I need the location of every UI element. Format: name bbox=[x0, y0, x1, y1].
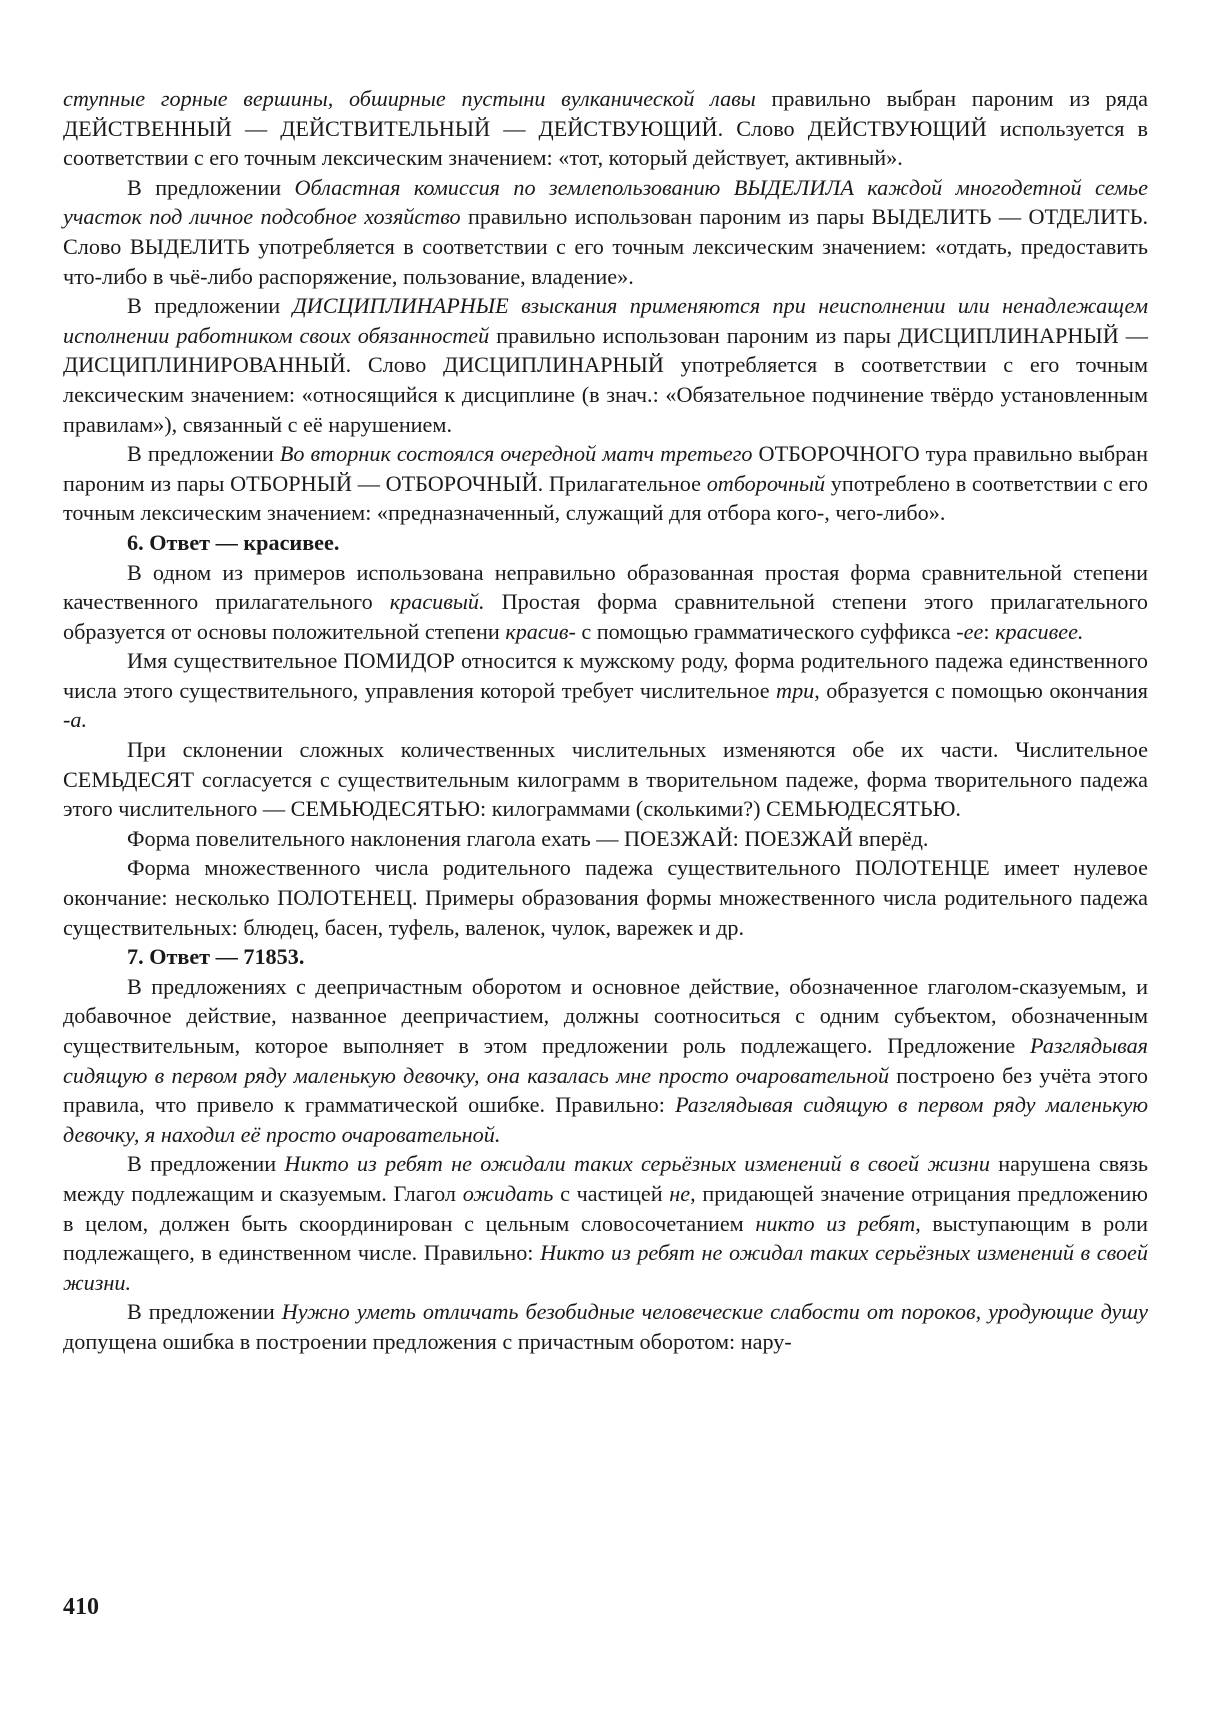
text-run: В одном из примеров использована неправильно образованная простая форма сравнительной степени качественного прилагательного bbox=[63, 559, 1148, 615]
text-run: правильно использован пароним из пары ВЫДЕЛИТЬ — ОТДЕЛИТЬ. Слово ВЫДЕЛИТЬ употребляется в соответствии с его точным лексическим значением: «отдать, предоставить что-либо в чьё-либо распоряжение, пользование, владение». bbox=[63, 204, 1148, 289]
text-run: построено без учёта этого правила, что привело к грамматической ошибке. Правильно: bbox=[63, 1062, 1148, 1118]
text-run: 7. Ответ — 71853. bbox=[127, 944, 305, 970]
text-run: Форма множественного числа родительного падежа существительного ПОЛОТЕНЦЕ имеет нулевое окончание: несколько ПОЛОТЕНЕЦ. Примеры образования формы множественного числа родительного падежа существительных: блюдец, басен, туфель, валенок, чулок, варежек и др. bbox=[63, 855, 1148, 940]
text-run: Областная комиссия по землепользованию ВЫДЕЛИЛА каждой многодетной семье участок под личное подсобное хозяйство bbox=[63, 174, 1148, 230]
text-run: В предложении bbox=[127, 293, 293, 319]
text-run: В предложении bbox=[127, 1299, 282, 1325]
text-run: Имя существительное ПОМИДОР относится к мужскому роду, форма родительного падежа единственного числа этого существительного, управления которой требует числительное bbox=[63, 648, 1148, 703]
page-body bbox=[63, 84, 1148, 1357]
text-run: красивее. bbox=[995, 618, 1084, 644]
text-run: отборочный bbox=[706, 470, 826, 496]
text-run: никто из ребят bbox=[755, 1210, 916, 1236]
paragraph bbox=[63, 646, 1148, 735]
text-run: , выступающим в роли подлежащего, в единственном числе. Правильно: bbox=[63, 1210, 1149, 1266]
paragraph bbox=[63, 1149, 1148, 1297]
paragraph bbox=[63, 84, 1148, 173]
text-run: -ее bbox=[956, 618, 984, 644]
text-run: Нужно уметь отличать безобидные человеческие слабости от пороков, уродующие душу bbox=[281, 1299, 1148, 1325]
paragraph bbox=[63, 853, 1148, 942]
text-run: Простая форма сравнительной степени этого прилагательного образуется от основы положительной степени bbox=[63, 589, 1148, 644]
text-run: ступные горные вершины, обширные пустыни вулканической лавы bbox=[63, 86, 756, 111]
text-run: три bbox=[776, 677, 815, 703]
text-run: ожидать bbox=[462, 1180, 554, 1206]
text-run: красивый. bbox=[389, 589, 485, 615]
text-run: В предложении bbox=[127, 174, 295, 200]
text-run: ДИСЦИПЛИНАРНЫЕ взыскания применяются при неисполнении или ненадлежащем исполнении работником своих обязанностей bbox=[63, 293, 1148, 348]
text-run: нарушена связь между подлежащим и сказуемым. Глагол bbox=[63, 1151, 1148, 1206]
paragraph bbox=[63, 735, 1148, 824]
text-run: с частицей bbox=[553, 1180, 670, 1206]
page-number: 410 bbox=[63, 1594, 99, 1620]
text-run: Разглядывая сидящую в первом ряду маленькую девочку, она казалась мне просто очаровательной bbox=[63, 1033, 1148, 1088]
paragraph bbox=[63, 1297, 1148, 1356]
answer-heading-7 bbox=[63, 942, 1148, 972]
paragraph bbox=[63, 173, 1148, 291]
text-run: -а. bbox=[63, 707, 88, 733]
paragraph bbox=[63, 972, 1148, 1150]
text-run: При склонении сложных количественных числительных изменяются обе их части. Числительное СЕМЬДЕСЯТ согласуется с существительным килограмм в творительном падеже, форма творительного падежа этого числительного — СЕМЬЮДЕСЯТЬЮ: килограммами (сколькими?) СЕМЬЮДЕСЯТЬЮ. bbox=[63, 737, 1148, 822]
paragraph bbox=[63, 558, 1148, 647]
answer-heading-6 bbox=[63, 528, 1148, 558]
text-run: В предложении bbox=[127, 1151, 285, 1177]
text-run: Во вторник состоялся очередной матч третьего bbox=[279, 441, 753, 467]
text-run: красив- bbox=[505, 618, 576, 644]
paragraph bbox=[63, 291, 1148, 439]
text-run: Никто из ребят не ожидал таких серьёзных изменений в своей жизни. bbox=[63, 1240, 1148, 1295]
paragraph bbox=[63, 439, 1148, 528]
text-run: Разглядывая сидящую в первом ряду маленькую девочку, я находил её просто очаровательной. bbox=[63, 1092, 1149, 1147]
text-run: , придающей значение отрицания предложению в целом, должен быть скоординирован с цельным словосочетанием bbox=[63, 1180, 1148, 1236]
text-run: не bbox=[669, 1180, 691, 1206]
text-run: правильно выбран пароним из ряда ДЕЙСТВЕННЫЙ — ДЕЙСТВИТЕЛЬНЫЙ — ДЕЙСТВУЮЩИЙ. Слово ДЕЙСТВУЮЩИЙ используется в соответствии с его точным лексическим значением: «тот, который действует, активный». bbox=[63, 86, 1148, 171]
text-run: ОТБОРОЧНОГО тура правильно выбран пароним из пары ОТБОРНЫЙ — ОТБОРОЧНЫЙ. Прилагательное bbox=[63, 441, 1148, 496]
text-run: допущена ошибка в построении предложения с причастным оборотом: нару- bbox=[63, 1328, 792, 1354]
text-run: с помощью грамматического суффикса bbox=[575, 618, 957, 644]
text-run: В предложении bbox=[127, 441, 280, 467]
paragraph bbox=[63, 824, 1148, 854]
text-run: В предложениях с деепричастным оборотом и основное действие, обозначенное глаголом-сказуемым, и добавочное действие, названное деепричастием, должны соотноситься с одним субъектом, обозначенным существительным, которое выполняет в этом предложении роль подлежащего. Предложение bbox=[63, 973, 1148, 1058]
text-run: Никто из ребят не ожидали таких серьёзных изменений в своей жизни bbox=[284, 1151, 990, 1177]
text-run: 6. Ответ — красивее. bbox=[127, 529, 340, 555]
text-run: употреблено в соответствии с его точным лексическим значением: «предназначенный, служащий для отбора кого-, чего-либо». bbox=[63, 470, 1149, 526]
text-run: правильно использован пароним из пары ДИСЦИПЛИНАРНЫЙ — ДИСЦИПЛИНИРОВАННЫЙ. Слово ДИСЦИПЛИНАРНЫЙ употребляется в соответствии с его точным лексическим значением: «относящийся к дисциплине (в знач.: «Обязательное подчинение твёрдо установленным правилам»), связанный с её нарушением. bbox=[63, 322, 1148, 437]
text-run: , образуется с помощью окончания bbox=[814, 677, 1148, 703]
text-run: : bbox=[983, 618, 996, 644]
text-run: Форма повелительного наклонения глагола ехать — ПОЕЗЖАЙ: ПОЕЗЖАЙ вперёд. bbox=[127, 825, 929, 851]
